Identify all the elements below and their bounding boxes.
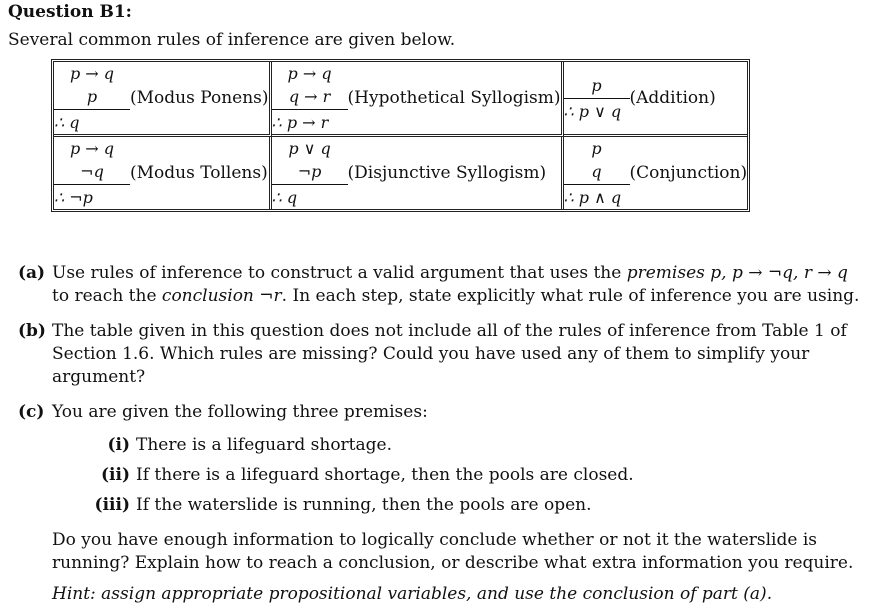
part-c-question: Do you have enough information to logically conclude whether or not it the waterslide is running? Explain how to reach a conclusion, or describe what extra information you require. [52, 530, 854, 573]
hypothetical-syllogism-name: (Hypothetical Syllogism) [348, 62, 564, 137]
part-b-label: (b) [18, 321, 46, 341]
list-item: (iii) If the waterslide is running, then the pools are open. [94, 495, 592, 515]
addition-name: (Addition) [630, 62, 748, 137]
modus-ponens-form: p → q p ∴ q [54, 62, 130, 137]
part-c-text: You are given the following three premises: [52, 402, 428, 422]
intro-text: Several common rules of inference are given below. [8, 30, 456, 50]
conjunction-name: (Conjunction) [629, 163, 748, 183]
part-b [18, 320, 863, 389]
conjunction-form: p q ∴ p ∧ q [564, 137, 630, 209]
part-a [18, 262, 863, 308]
modus-ponens-name: (Modus Ponens) [130, 62, 272, 137]
part-a-label: (a) [18, 263, 46, 283]
question-title: Question B1: [8, 2, 132, 22]
part-c-label: (c) [18, 402, 45, 422]
addition-form: p ∴ p ∨ q [564, 62, 630, 137]
list-item: (i) There is a lifeguard shortage. [107, 435, 392, 455]
hint-text: Hint: assign appropriate propositional variables, and use the conclusion of part (a). [52, 584, 773, 604]
part-a-text: Use rules of inference to construct a valid argument that uses the premises p, p → ¬q, r → q to reach the conclusion ¬r. In each step, state explicitly what rule of inference you are using. [52, 263, 860, 306]
rules-table [51, 59, 750, 212]
part-b-text: The table given in this question does not include all of the rules of inference from Table 1 of Section 1.6. Which rules are missing? Could you have used any of them to simplify your argument? [52, 321, 847, 387]
disjunctive-syllogism-name: (Disjunctive Syllogism) [348, 137, 564, 209]
list-item: (ii) If there is a lifeguard shortage, then the pools are closed. [100, 465, 634, 485]
disjunctive-syllogism-form: p ∨ q ¬p ∴ q [272, 137, 348, 209]
modus-tollens-form: p → q ¬q ∴ ¬p [54, 137, 130, 209]
modus-tollens-name: (Modus Tollens) [130, 137, 272, 209]
question-parts [18, 262, 863, 606]
premise-list [52, 434, 863, 517]
part-c [18, 401, 863, 424]
hypothetical-syllogism-form: p → q q → r ∴ p → r [272, 62, 348, 137]
